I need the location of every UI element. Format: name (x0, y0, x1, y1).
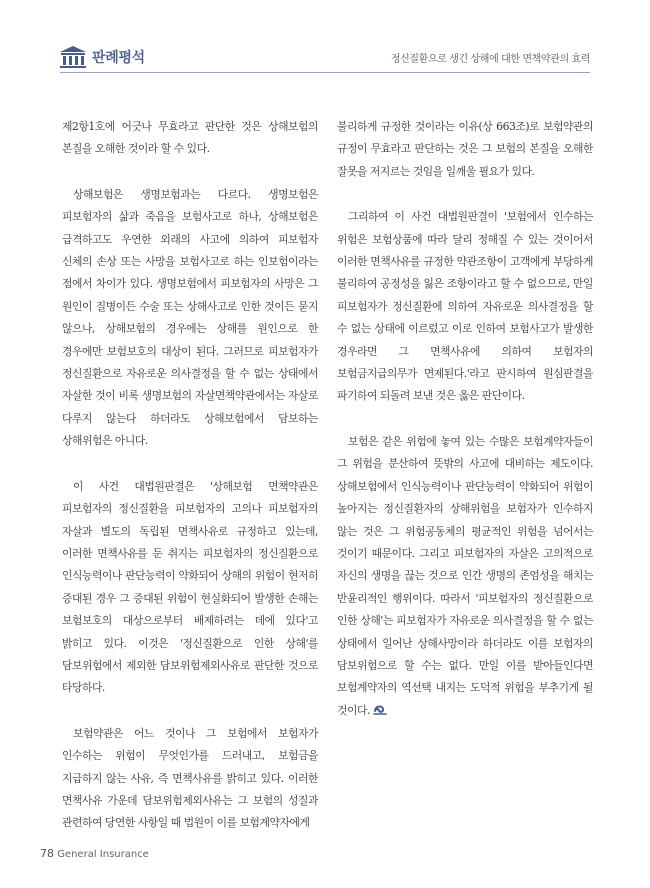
header-divider (60, 72, 590, 73)
paragraph: 불리하게 규정한 것이라는 이유(상 663조)로 보험약관의 규정이 무효라고 판단하는 것은 그 보험의 본질을 오해한 잘못을 저지르는 것임을 일깨울 필요가 있다. (337, 120, 593, 178)
right-column (337, 116, 593, 745)
paragraph: 제2항1호에 어긋나 무효라고 판단한 것은 상해보험의 본질을 오해한 것이라 할 수 있다. (62, 120, 318, 156)
paragraph: 이 사건 대법원판결은 '상해보험 면책약관은 피보험자의 정신질환을 피보험자의 고의나 피보험자의 자살과 별도의 독립된 면책사유로 규정하고 있는데, 이러한 면책사유를 둔 취지는 피보험자의 정신질환으로 인식능력이나 판단능력이 약화되어 상해의 위험이 현저히 증대된 경우 그 증대된 위험이 현실화되어 발생한 손해는 보험보호의 대상으로부터 배제하려는 데에 있다'고 밝히고 있다. 이것은 '정신질환으로 인한 상해'를 담보위험에서 제외한 담보위험제외사유로 판단한 것으로 타당하다. (62, 479, 318, 695)
page-footer (40, 847, 149, 860)
running-title: 정신질환으로 생긴 상해에 대한 면책약관의 효력 (390, 54, 590, 65)
paragraph: 상해보험은 생명보험과는 다르다. 생명보험은 피보험자의 삶과 죽음을 보험사고로 하나, 상해보험은 급격하고도 우연한 외래의 사고에 의하여 피보험자 신체의 손상 또는 사망을 보험사고로 하는 인보험이라는 점에서 차이가 있다. 생명보험에서 피보험자의 사망은 그 원인이 질병이든 수술 또는 상해사고로 인한 것이든 묻지 않으나, 상해보험의 경우에는 상해를 원인으로 한 경우에만 보험보호의 대상이 된다. 그러므로 피보험자가 정신질환으로 자유로운 의사결정을 할 수 없는 상태에서 자살한 것이 비록 생명보험의 자살면책약관에서는 자살로 다루지 않는다 하더라도 상해보험에서 담보하는 상해위험은 아니다. (62, 187, 318, 448)
section-title: 판례평석 (92, 50, 145, 66)
end-of-article-icon (373, 704, 387, 716)
left-column (62, 116, 318, 858)
paragraph-text: 보험은 같은 위험에 놓여 있는 수많은 보험계약자들이 그 위험을 분산하여 뜻밖의 사고에 대비하는 제도이다. 상해보험에서 인식능력이나 판단능력이 약화되어 위험이 높아지는 정신질환자의 상해위험을 보험자가 인수하지 않는 것은 그 위험공동체의 평균적인 위험을 넘어서는 것이기 때문이다. 그리고 피보험자의 자살은 고의적으로 자신의 생명을 끊는 것으로 인간 생명의 존엄성을 해치는 반윤리적인 행위이다. 따라서 '피보험자의 정신질환으로 인한 상해'는 피보험자가 자유로운 의사결정을 할 수 없는 상태에서 일어난 상해사망이라 하더라도 이를 보험자의 담보위험으로 할 수는 없다. 만일 이를 받아들인다면 보험계약자의 역선택 내지는 도덕적 위험을 부추기게 될 것이다. (337, 434, 593, 717)
publication-name: General Insurance (57, 849, 149, 860)
paragraph (337, 431, 593, 722)
paragraph: 그리하여 이 사건 대법원판결이 '보험에서 인수하는 위험은 보험상품에 따라 달리 정해질 수 있는 것이어서 이러한 면책사유를 규정한 약관조항이 고객에게 부당하게 불리하여 공정성을 잃은 조항이라고 할 수 없으므로, 만일 피보험자가 정신질환에 의하여 자유로운 의사결정을 할 수 없는 상태에 이르렀고 이로 인하여 보험사고가 발생한 경우라면 그 면책사유에 의하여 보험자의 보험금지급의무가 면제된다.'라고 판시하여 원심판결을 파기하여 되돌려 보낸 것은 옳은 판단이다. (337, 210, 593, 403)
columns-building-icon (60, 46, 86, 68)
page-number: 78 (40, 847, 54, 860)
paragraph: 보험약관은 어느 것이나 그 보험에서 보험자가 인수하는 위험이 무엇인가를 드러내고, 보험금을 지급하지 않는 사유, 즉 면책사유를 밝히고 있다. 이러한 면책사유 가운데 담보위험제외사유는 그 보험의 성질과 관련하여 당연한 사항일 때 법원이 이를 보험계약자에게 (62, 726, 318, 830)
page-header (60, 44, 590, 70)
